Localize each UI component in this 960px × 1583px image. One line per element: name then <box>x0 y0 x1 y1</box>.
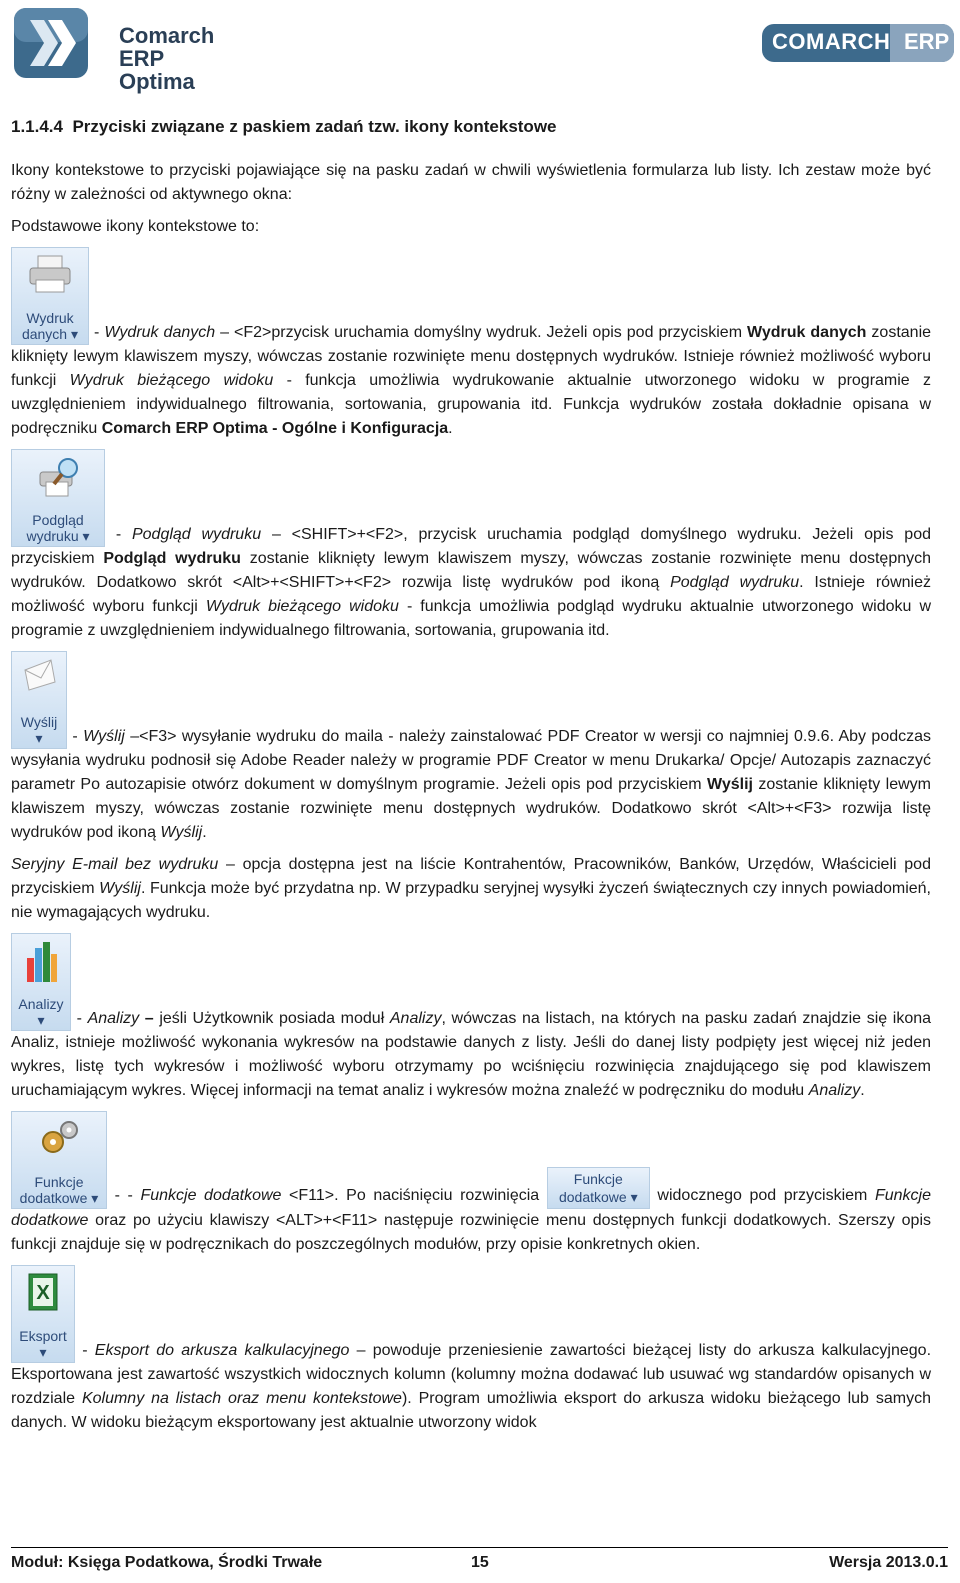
wydruk-text3: - funkcja umożliwia wydrukowanie aktualnie utworzonego widoku w programie z uwzględnieniem indywidualnego filtrowania, sortowania, grupowania itd. Funkcja wydruków została dokładnie opisana w podręczniku <box>11 372 932 437</box>
footer-page-number: 15 <box>471 1554 489 1571</box>
analizy-paragraph <box>11 933 931 1103</box>
wyslij-button[interactable] <box>11 651 67 749</box>
podglad-name: Podgląd wydruku <box>131 526 262 543</box>
wydruk-bold1: Wydruk danych <box>747 324 867 341</box>
podglad-dash: - <box>115 526 122 543</box>
eksport-dash: - <box>82 1342 88 1359</box>
podglad-ital1: Podgląd wydruku <box>670 574 800 591</box>
page-footer <box>11 1547 948 1571</box>
wydruk-paragraph <box>11 247 931 441</box>
brand-line-1: Comarch ERP <box>119 23 215 71</box>
wyslij-ital1: Wyślij <box>160 824 203 841</box>
funkcje-text3: oraz po użyciu klawiszy <ALT>+<F11> następuje rozwinięcie menu dostępnych funkcji dodatkowych. Szerszy opis funkcji znajduje się w podręcznikach do poszczególnych modułów, przy opisie konkretnych okien. <box>11 1212 931 1253</box>
analizy-text2: , wówczas na listach, na których na pasku zadań znajdzie się ikona Analiz, istnieje możliwość wykonania wykresów na podstawie danych z listy. Jeśli do danej listy podpięty jest więcej niż jeden wykres, listę tych wykresów i możliwość wyboru otrzymamy po wciśnięciu rozwinięcia znajdującego się pod klawiszem uruchamiającym wykres. Więcej informacji na temat analiz i wykresów można znaleźć w podręczniku do modułu <box>11 1010 932 1099</box>
footer-module: Moduł: Księga Podatkowa, Środki Trwałe <box>11 1554 323 1571</box>
analizy-ital2: Analizy <box>808 1082 861 1099</box>
gears-icon <box>37 1118 81 1158</box>
podglad-label-line2: wydruku <box>26 528 79 544</box>
funkcje-text2: widocznego pod przyciskiem <box>657 1187 868 1204</box>
intro-lead: Podstawowe ikony kontekstowe to: <box>11 218 260 235</box>
wydruk-text1: – <F2>przycisk uruchamia domyślny wydruk. Jeżeli opis pod przyciskiem <box>220 324 743 341</box>
seryjny-paragraph <box>11 853 931 925</box>
funkcje-ital1: Funkcje dodatkowe <box>11 1187 931 1229</box>
chevron-down-icon[interactable]: ▾ <box>82 528 90 544</box>
chevron-down-icon[interactable]: ▾ <box>71 326 79 342</box>
eksport-name: Eksport do arkusza kalkulacyjnego <box>94 1342 350 1359</box>
eksport-paragraph <box>11 1265 931 1435</box>
wydruk-name: Wydruk danych <box>104 324 216 341</box>
optima-chevron-icon <box>12 6 92 80</box>
wyslij-text2: zostanie kliknięty lewym klawiszem myszy, wówczas zostanie rozwinięte menu dostępnych wydruków. Dodatkowo skrót <Alt>+<F3> rozwija listę wydruków pod ikoną <box>11 776 931 841</box>
eksport-button[interactable] <box>11 1265 75 1363</box>
podglad-wydruku-button[interactable] <box>11 449 105 547</box>
chevron-down-icon[interactable]: ▾ <box>39 1344 47 1360</box>
funkcje-inline-line1: Funkcje <box>573 1171 623 1187</box>
wydruk-label-line1: Wydruk <box>26 310 74 326</box>
funkcje-label-line1: Funkcje <box>34 1174 84 1190</box>
bar-chart-icon <box>23 940 59 984</box>
envelope-icon <box>21 658 57 692</box>
podglad-paragraph <box>11 449 931 643</box>
analizy-bolddash: – <box>144 1010 154 1027</box>
chevron-down-icon[interactable]: ▾ <box>91 1190 99 1206</box>
seryjny-text1: – opcja dostępna jest na liście Kontrahentów, Pracowników, Banków, Urzędów, Właścicieli pod przyciskiem <box>11 856 931 897</box>
wyslij-end: . <box>202 824 207 841</box>
wydruk-bold2: Comarch ERP Optima - Ogólne i Konfiguracja <box>101 420 449 437</box>
brand-line-2: Optima <box>119 69 195 94</box>
podglad-label <box>12 512 104 544</box>
eksport-text2: ). Program umożliwia eksport do arkusza widoku bieżącego lub samych danych. W widoku bieżącym eksportowany jest aktualnie utworzony widok <box>11 1390 931 1431</box>
erp-wordmark: ERP <box>904 29 950 54</box>
analizy-text1: jeśli Użytkownik posiada moduł <box>159 1010 385 1027</box>
wydruk-text2: zostanie kliknięty lewym klawiszem myszy, wówczas zostanie rozwinięte menu dostępnych wydruków. Istnieje również możliwość wyboru funkcji <box>11 324 932 389</box>
footer-version: Wersja 2013.0.1 <box>829 1554 948 1571</box>
funkcje-dash: - - <box>114 1187 133 1204</box>
seryjny-text2: . Funkcja może być przydatna np. W przypadku seryjnej wysyłki życzeń świątecznych czy innych powiadomień, nie wymagających wydruku. <box>11 880 931 921</box>
funkcje-text1: <F11>. Po naciśnięciu rozwinięcia <box>289 1187 540 1204</box>
podglad-text2: zostanie kliknięty lewym klawiszem myszy, wówczas zostanie rozwinięte menu dostępnych wydruków. Dodatkowo skrót <Alt>+<SHIFT>+<F2> rozwija listę wydruków pod ikoną <box>11 550 932 591</box>
funkcje-label-line2: dodatkowe <box>19 1190 88 1206</box>
funkcje-inline-line2: dodatkowe ▾ <box>558 1189 638 1205</box>
comarch-erp-logo <box>762 22 954 64</box>
page-header <box>0 0 960 94</box>
chevron-down-icon[interactable]: ▾ <box>37 1012 45 1028</box>
excel-icon <box>25 1272 61 1312</box>
wyslij-paragraph <box>11 651 931 845</box>
wyslij-label <box>12 714 66 746</box>
chevron-down-icon[interactable]: ▾ <box>35 730 43 746</box>
analizy-label-line1: Analizy <box>18 996 64 1012</box>
analizy-label <box>12 996 70 1028</box>
comarch-erp-optima-logo <box>12 6 262 94</box>
analizy-ital1: Analizy <box>389 1010 442 1027</box>
comarch-wordmark: COMARCH <box>772 29 891 54</box>
svg-text:X: X <box>36 1282 50 1304</box>
wydruk-danych-label <box>12 310 88 342</box>
print-preview-icon <box>34 456 82 500</box>
wydruk-end: . <box>448 420 453 437</box>
analizy-button[interactable] <box>11 933 71 1031</box>
wydruk-dash: - <box>94 324 100 341</box>
podglad-bold1: Podgląd wydruku <box>103 550 241 567</box>
brand-name <box>119 24 262 93</box>
eksport-text1: – powoduje przeniesienie zawartości bieżącej listy do arkusza kalkulacyjnego. Eksportowana jest zawartość wszystkich widocznych kolumn (kolumny można dodawać lub usuwać wg standardów opisanych w rozdziale <box>11 1342 932 1407</box>
section-heading <box>11 115 931 139</box>
analizy-name: Analizy <box>87 1010 140 1027</box>
eksport-label-line1: Eksport <box>19 1328 67 1344</box>
analizy-end: . <box>860 1082 865 1099</box>
wyslij-text1: –<F3> wysyłanie wydruku do maila - należy zainstalować PDF Creator w wersji co najmniej 0.9.6. Aby podczas wysyłania wydruku podnosił się Adobe Reader należy w programie PDF Creator w menu Drukarka/ Opcje/ Autozapis zaznaczyć parametr Po autozapisie otwórz dokument w domyślnym programie. Jeżeli opis pod przyciskiem <box>11 728 932 793</box>
podglad-ital2: Wydruk bieżącego widoku <box>205 598 399 615</box>
wyslij-label-line1: Wyślij <box>20 714 58 730</box>
document-body <box>11 105 931 1435</box>
section-number: 1.1.4.4 <box>11 117 63 136</box>
funkcje-dodatkowe-inline-button[interactable] <box>547 1167 650 1209</box>
eksport-ital1: Kolumny na listach oraz menu kontekstowe <box>81 1390 402 1407</box>
printer-icon <box>26 254 74 294</box>
eksport-label <box>12 1328 74 1360</box>
funkcje-dodatkowe-button[interactable] <box>11 1111 107 1209</box>
seryjny-ital2: Wyślij <box>99 880 141 897</box>
wydruk-danych-button[interactable] <box>11 247 89 345</box>
wyslij-name: Wyślij <box>83 728 125 745</box>
wyslij-dash: - <box>72 728 78 745</box>
funkcje-name: Funkcje dodatkowe <box>140 1187 282 1204</box>
funkcje-paragraph <box>11 1111 931 1257</box>
podglad-text4: - funkcja umożliwia podgląd wydruku aktualnie utworzonego widoku w programie z uwzględnieniem indywidualnego filtrowania, sortowania, grupowania itd. <box>11 598 932 639</box>
funkcje-label <box>12 1174 106 1206</box>
podglad-label-line1: Podgląd <box>32 512 84 528</box>
wydruk-label-line2: danych <box>21 326 68 342</box>
analizy-dash: - <box>76 1010 82 1027</box>
wydruk-ital1: Wydruk bieżącego widoku <box>69 372 274 389</box>
podglad-text1: – <SHIFT>+<F2>, przycisk uruchamia podgląd domyślnego wydruku. Jeżeli opis pod przyciskiem <box>11 526 931 567</box>
seryjny-ital1: Seryjny E-mail bez wydruku <box>11 856 219 873</box>
wyslij-bold1: Wyślij <box>707 776 753 793</box>
section-title: Przyciski związane z paskiem zadań tzw. ikony kontekstowe <box>72 117 557 136</box>
podglad-text3: . Istnieje również możliwość wyboru funkcji <box>11 574 931 615</box>
intro-paragraph: Ikony kontekstowe to przyciski pojawiające się na pasku zadań w chwili wyświetlenia formularza lub listy. Ich zestaw może być różny w zależności od aktywnego okna: <box>11 162 931 203</box>
